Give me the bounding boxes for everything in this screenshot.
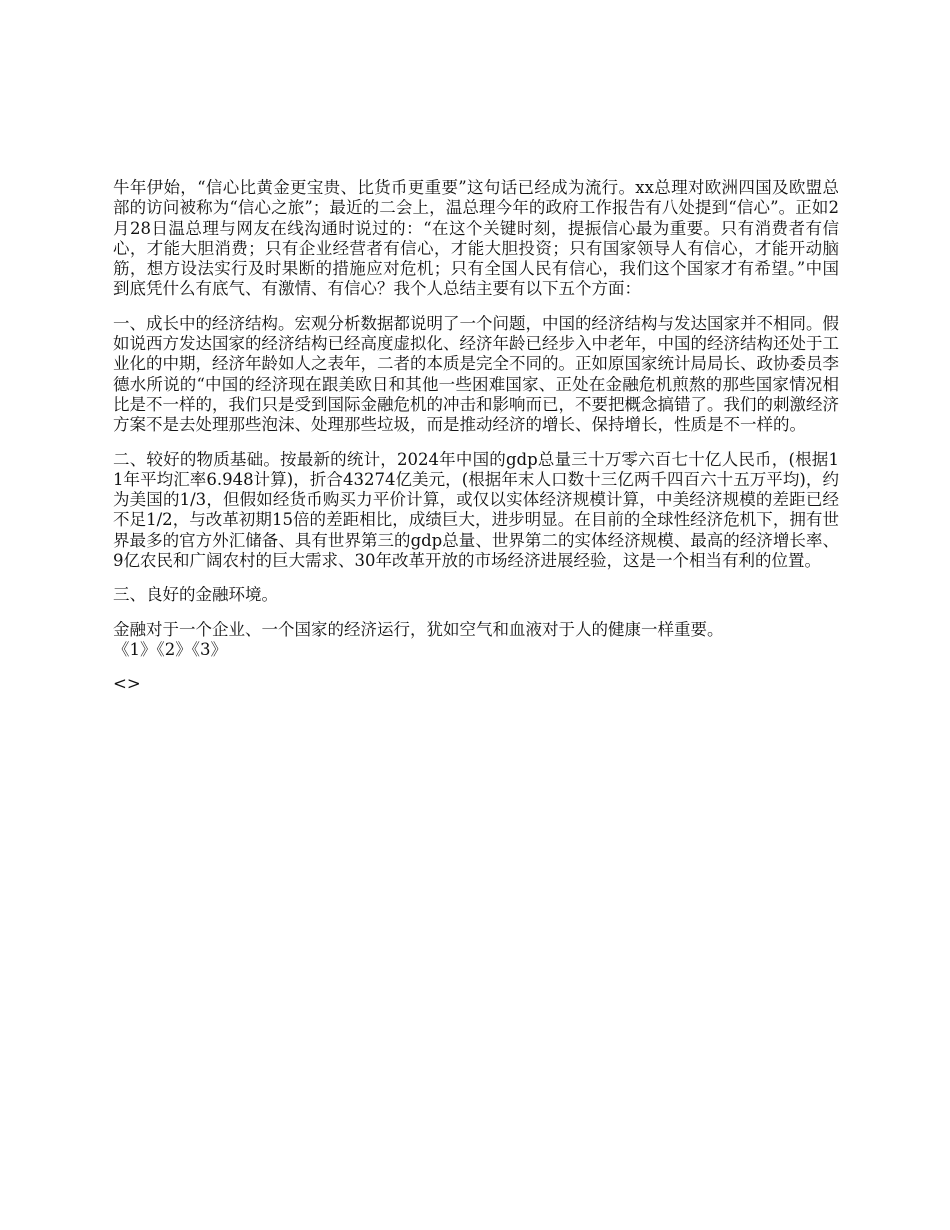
paragraph-financial-environment-heading: 三、良好的金融环境。 <box>113 585 278 605</box>
paragraph-intro: 牛年伊始，“信心比黄金更宝贵、比货币更重要”这句话已经成为流行。xx总理对欧洲四国及欧盟总部的访问被称为“信心之旅”；最近的二会上，温总理今年的政府工作报告有八处提到“信心”。正如2月28日温总理与网友在线沟通时说过的：“在这个关键时刻，提振信心最为重要。只有消费者有信心，才能大胆消费；只有企业经营者有信心，才能大胆投资；只有国家领导人有信心，才能开动脑筋，想方设法实行及时果断的措施应对危机；只有全国人民有信心，我们这个国家才有希望。”中国到底凭什么有底气、有激情、有信心？我个人总结主要有以下五个方面： <box>113 178 839 299</box>
paragraph-economic-structure: 一、成长中的经济结构。宏观分析数据都说明了一个问题，中国的经济结构与发达国家并不相同。假如说西方发达国家的经济结构已经高度虚拟化、经济年龄已经步入中老年，中国的经济结构还处于工业化的中期，经济年龄如人之表年，二者的本质是完全不同的。正如原国家统计局局长、政协委员李德水所说的“中国的经济现在跟美欧日和其他一些困难国家、正处在金融危机煎熬的那些国家情况相比是不一样的，我们只是受到国际金融危机的冲击和影响而已，不要把概念搞错了。我们的刺激经济方案不是去处理那些泡沫、处理那些垃圾，而是推动经济的增长、保持增长，性质是不一样的。 <box>113 313 839 435</box>
document-body <box>113 178 839 695</box>
end-mark: <> <box>113 674 141 694</box>
paragraph-material-basis: 二、较好的物质基础。按最新的统计，2024年中国的gdp总量三十万零六百七十亿人民币，(根据11年平均汇率6.948计算)，折合43274亿美元，(根据年末人口数十三亿两千四百六十五万平均)，约为美国的1/3，但假如经货币购买力平价计算，或仅以实体经济规模计算，中美经济规模的差距已经不足1/2，与改革初期15倍的差距相比，成绩巨大，进步明显。在目前的全球性经济危机下，拥有世界最多的官方外汇储备、具有世界第三的gdp总量、世界第二的实体经济规模、最高的经济增长率、9亿农民和广阔农村的巨大需求、30年改革开放的市场经济进展经验，这是一个相当有利的位置。 <box>113 449 839 571</box>
page-links[interactable]: 《1》《2》《3》 <box>113 639 227 659</box>
paragraph-financial-environment: 金融对于一个企业、一个国家的经济运行，犹如空气和血液对于人的健康一样重要。 <box>113 619 724 639</box>
